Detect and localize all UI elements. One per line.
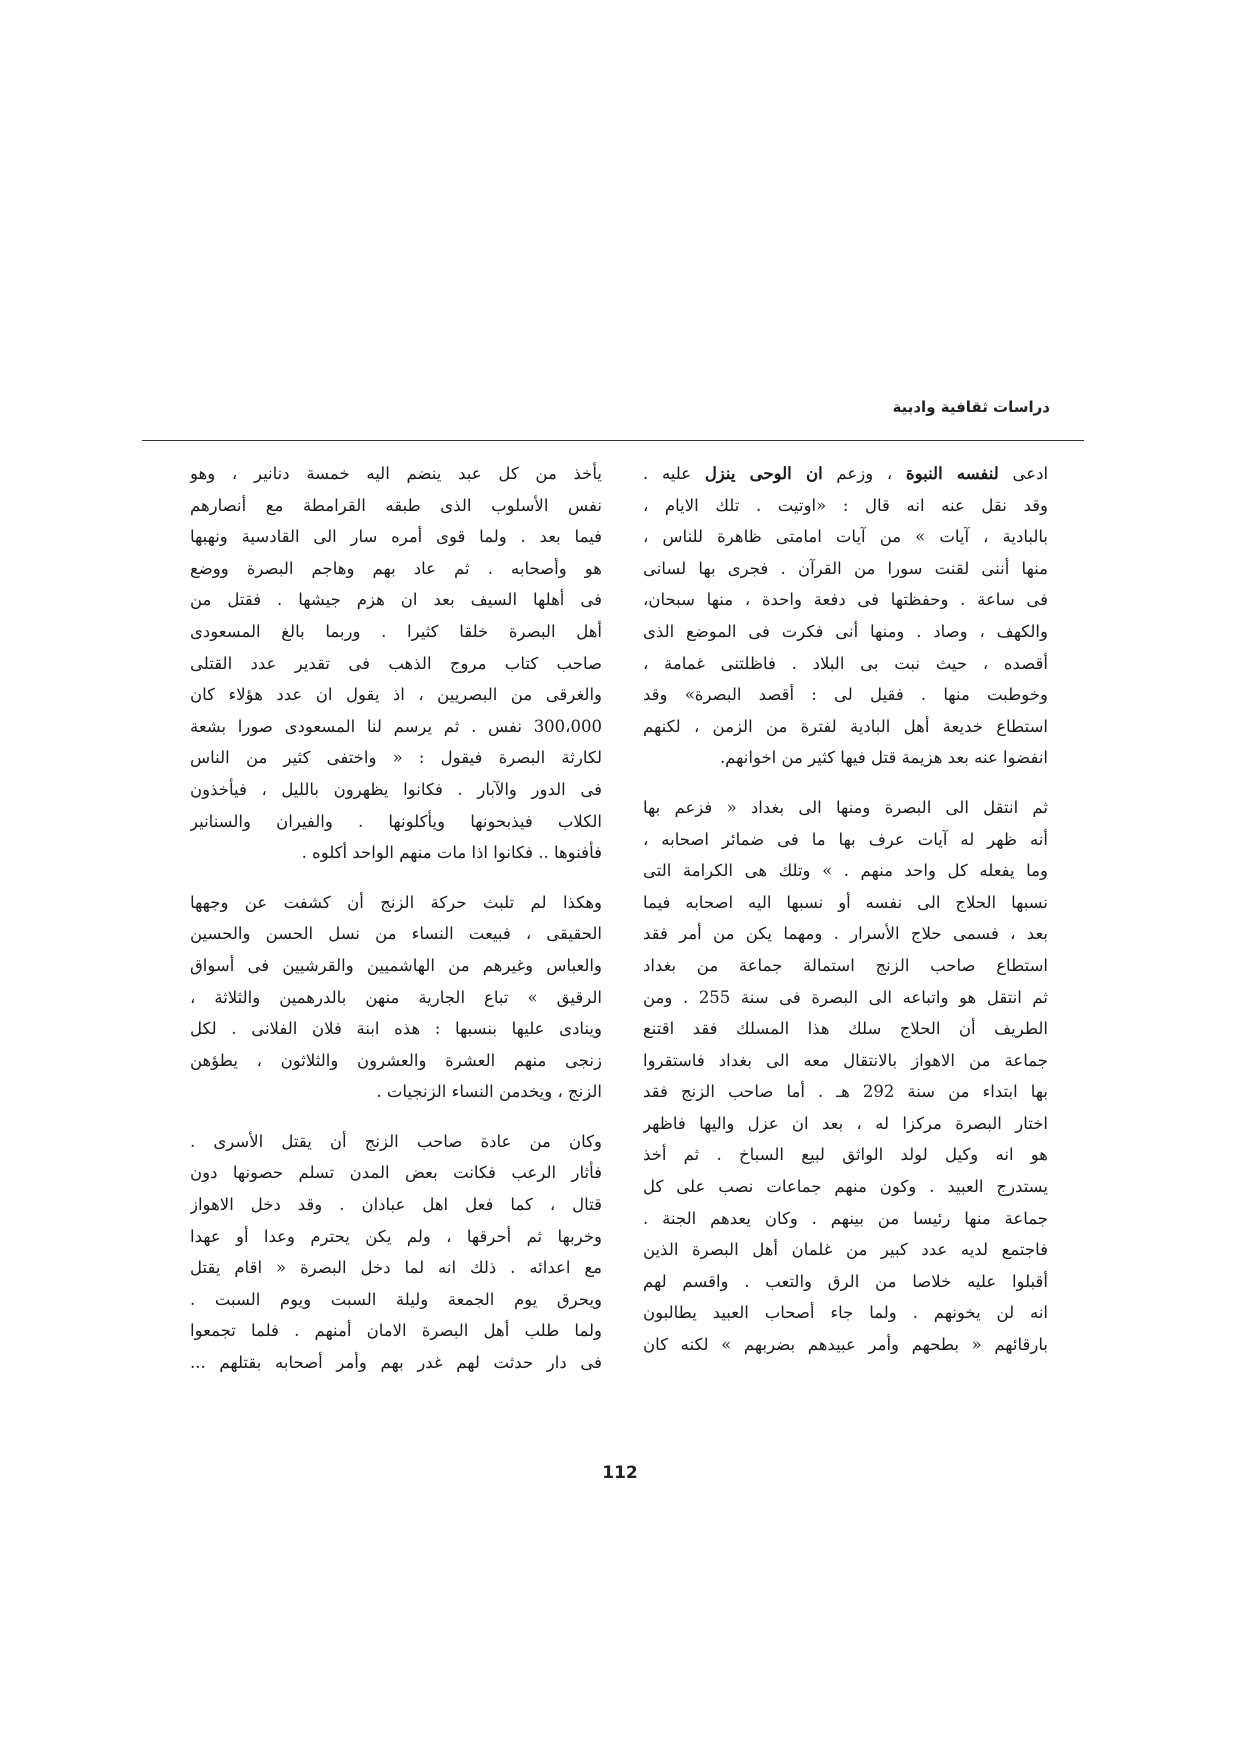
paragraph-line: منها أننى لقنت سورا من القرآن . فجرى بها لسانى	[643, 558, 1048, 578]
page-number: 112	[602, 1463, 638, 1483]
paragraph-line: استطاع صاحب الزنج استمالة جماعة من بغداد	[643, 955, 1048, 975]
paragraph-line: وكان من عادة صاحب الزنج أن يقتل الأسرى .	[190, 1131, 602, 1151]
paragraph-line: فى الدور والآبار . فكانوا يظهرون بالليل ، فيأخذون	[190, 779, 602, 799]
paragraph-line: نفس الأسلوب الذى طبقه القرامطة مع أنصارهم	[190, 495, 602, 515]
paragraph-line: هو انه وكيل لولد الواثق لبيع السباخ . ثم أخذ	[643, 1145, 1048, 1165]
paragraph-line: الحقيقى ، فبيعت النساء من نسل الحسن والحسين	[190, 924, 602, 944]
right-column-paragraph-2	[643, 792, 1048, 1361]
paragraph-line: نسبها الحلاج الى نفسه أو نسبها اليه اصحابه فيما	[643, 892, 1048, 912]
text-run: عليه .	[643, 464, 692, 483]
paragraph-line: زنجى منهم العشرة والعشرون والثلاثون ، يطؤهن	[190, 1050, 602, 1070]
paragraph-line: يأخذ من كل عبد ينضم اليه خمسة دنانير ، وهو	[190, 464, 602, 483]
paragraph-line: فى ساعة . وحفظتها فى دفعة واحدة ، منها سبحان،	[643, 590, 1048, 610]
emphasis-text: لنفسه النبوة	[905, 464, 999, 483]
paragraph-line: وينادى عليها بنسبها : هذه ابنة فلان الفلانى . لكل	[190, 1019, 602, 1039]
right-column-paragraph-1	[643, 458, 1048, 774]
left-column-paragraph-2	[190, 887, 602, 1108]
emphasis-text: ان الوحى ينزل	[704, 464, 823, 483]
paragraph-line: أقبلوا عليه خلاصا من الرق والتعب . واقسم لهم	[643, 1271, 1048, 1291]
text-run: ، وزعم	[836, 464, 893, 483]
paragraph-line: هو وأصحابه . ثم عاد بهم وهاجم البصرة ووضع	[190, 558, 602, 578]
text-run: ادعى	[1012, 464, 1048, 483]
paragraph-line: قتال ، كما فعل اهل عبادان . وقد دخل الاهواز	[190, 1195, 602, 1215]
paragraph-line: وخوطبت منها . فقيل لى : أقصد البصرة» وقد	[643, 685, 1048, 705]
paragraph-line: ثم انتقل هو واتباعه الى البصرة فى سنة 255 . ومن	[643, 987, 1048, 1007]
paragraph-line: والعباس وغيرهم من الهاشميين والقرشيين فى أسواق	[190, 955, 602, 975]
paragraph-line: بها ابتداء من سنة 292 هـ . أما صاحب الزنج فقد	[643, 1082, 1048, 1102]
paragraph-line: الطريف أن الحلاج سلك هذا المسلك فقد اقتنع	[643, 1019, 1048, 1039]
paragraph-line: فاجتمع لديه عدد كبير من غلمان أهل البصرة الذين	[643, 1240, 1048, 1260]
paragraph-line: أقصده ، حيث نبت بى البلاد . فاظلتنى غمامة ،	[643, 653, 1048, 673]
paragraph-line: يستدرج العبيد . وكون منهم جماعات نصب على كل	[643, 1177, 1048, 1197]
paragraph-line: فى أهلها السيف بعد ان هزم جيشها . فقتل من	[190, 590, 602, 610]
paragraph-line: ثم انتقل الى البصرة ومنها الى بغداد « فزعم بها	[643, 797, 1048, 817]
right-column	[643, 458, 1048, 1361]
paragraph-line: الرقيق » تباع الجارية منهن بالدرهمين والثلاثة ،	[190, 987, 602, 1007]
paragraph-line: جماعة منها رئيسا من بينهم . وكان يعدهم الجنة .	[643, 1208, 1048, 1228]
paragraph-line: فأفنوها .. فكانوا اذا مات منهم الواحد أكلوه .	[301, 843, 602, 863]
header-rule	[142, 440, 1084, 441]
paragraph-line: ويحرق يوم الجمعة وليلة السبت ويوم السبت .	[190, 1289, 602, 1309]
paragraph-line: أنه ظهر له آيات عرف بها ما فى ضمائر اصحابه ،	[643, 829, 1048, 849]
paragraph-line: الكلاب فيذبحونها ويأكلونها . والفيران والسنانير	[190, 811, 602, 831]
paragraph-line: والكهف ، وصاد . ومنها أنى فكرت فى الموضع الذى	[643, 621, 1048, 641]
left-column-paragraph-1	[190, 458, 602, 869]
paragraph-line: بعد ، فسمى حلاج الأسرار . ومهما يكن من أمر فقد	[643, 924, 1048, 944]
paragraph-line: الزنج ، ويخدمن النساء الزنجيات .	[376, 1082, 602, 1102]
paragraph-line: بارقائهم « بطحهم وأمر عبيدهم بضربهم » لكنه كان	[643, 1335, 1048, 1355]
paragraph-line: 300،000 نفس . ثم يرسم لنا المسعودى صورا بشعة	[190, 716, 602, 736]
paragraph-line: اختار البصرة مركزا له ، بعد ان عزل واليها فاظهر	[643, 1113, 1048, 1133]
paragraph-line: وما يفعله كل واحد منهم . » وتلك هى الكرامة التى	[643, 861, 1048, 881]
paragraph-line: أهل البصرة خلقا كثيرا . وربما بالغ المسعودى	[190, 621, 602, 641]
paragraph-line: فى دار حدثت لهم غدر بهم وأمر أصحابه بقتلهم ...	[190, 1353, 602, 1373]
paragraph-line	[643, 458, 1048, 490]
paragraph-line: وهكذا لم تلبث حركة الزنج أن كشفت عن وجهها	[190, 892, 602, 912]
paragraph-line: انه لن يخونهم . ولما جاء أصحاب العبيد يطالبون	[643, 1303, 1048, 1323]
paragraph-line: وقد نقل عنه انه قال : «اوتيت . تلك الايام ،	[643, 495, 1048, 515]
paragraph-line: انفضوا عنه بعد هزيمة قتل فيها كثير من اخوانهم.	[719, 748, 1048, 768]
paragraph-line: استطاع خديعة أهل البادية لفترة من الزمن ، لكنهم	[643, 716, 1048, 736]
paragraph-line: فيما بعد . ولما قوى أمره سار الى القادسية ونهبها	[190, 527, 602, 547]
running-header: دراسات ثقافية وادبية	[892, 398, 1050, 416]
paragraph-line: جماعة من الاهواز بالانتقال معه الى بغداد فاستقروا	[643, 1050, 1048, 1070]
paragraph-line: فأثار الرعب فكانت بعض المدن تسلم حصونها دون	[190, 1163, 602, 1183]
left-column	[190, 458, 602, 1379]
paragraph-line: ولما طلب أهل البصرة الامان أمنهم . فلما تجمعوا	[190, 1321, 602, 1341]
paragraph-line: وخربها ثم أحرقها ، ولم يكن يحترم وعدا أو عهدا	[190, 1226, 602, 1246]
left-column-paragraph-3	[190, 1126, 602, 1379]
paragraph-line: بالبادية ، آيات » من آيات امامتى ظاهرة للناس ،	[643, 527, 1048, 547]
paragraph-line: صاحب كتاب مروج الذهب فى تقدير عدد القتلى	[190, 653, 602, 673]
paragraph-line: والغرقى من البصريين ، اذ يقول ان عدد هؤلاء كان	[190, 685, 602, 705]
paragraph-line: لكارثة البصرة فيقول : « واختفى كثير من الناس	[190, 748, 602, 768]
paragraph-line: مع اعدائه . ذلك انه لما دخل البصرة « اقام يقتل	[190, 1258, 602, 1278]
